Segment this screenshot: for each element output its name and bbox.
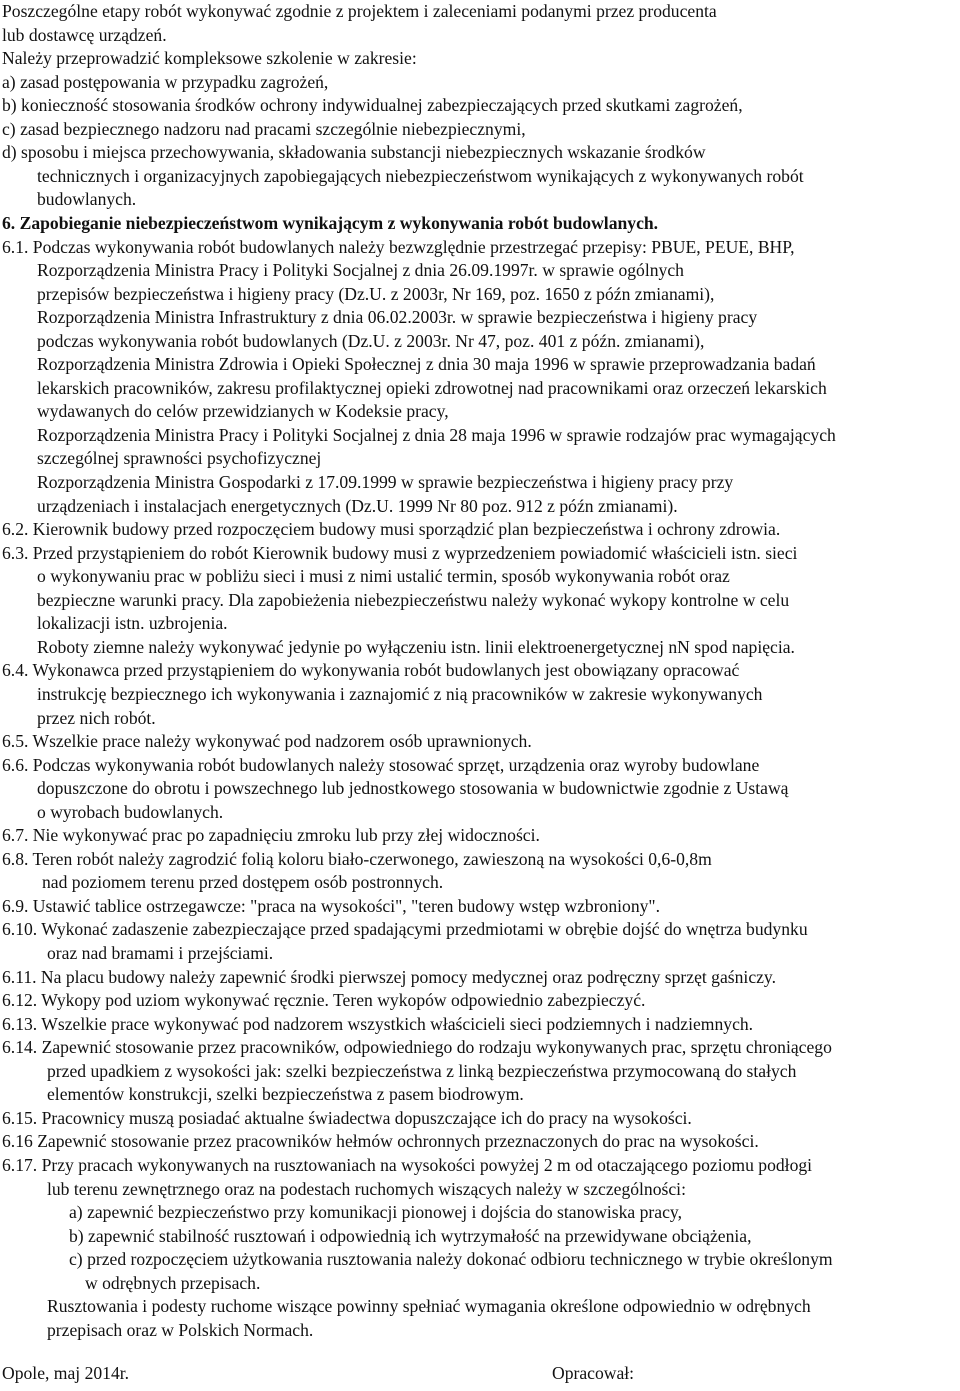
text-line: a) zapewnić bezpieczeństwo przy komunikacji pionowej i dojścia do stanowiska pracy,: [69, 1202, 682, 1223]
text-line: Należy przeprowadzić kompleksowe szkolenie w zakresie:: [2, 48, 417, 69]
text-line: 6.17. Przy pracach wykonywanych na rusztowaniach na wysokości powyżej 2 m od otaczającego poziomu podłogi: [2, 1154, 813, 1175]
text-line: nad poziomem terenu przed dostępem osób postronnych.: [42, 872, 444, 893]
text-line: przepisach oraz w Polskich Normach.: [47, 1319, 314, 1340]
text-line: podczas wykonywania robót budowlanych (Dz.U. z 2003r. Nr 47, poz. 401 z późn. zmianami),: [37, 330, 705, 351]
text-line: technicznych i organizacyjnych zapobiegających niebezpieczeństwom wynikających z wykonywanych robót: [37, 165, 804, 186]
text-line: lub terenu zewnętrznego oraz na podestach ruchomych wiszących należy w szczególności:: [47, 1178, 686, 1199]
text-line: Rozporządzenia Ministra Pracy i Polityki Socjalnej z dnia 28 maja 1996 w sprawie rodzajów prac wymagających: [37, 424, 836, 445]
text-line: Rozporządzenia Ministra Pracy i Polityki Socjalnej z dnia 26.09.1997r. w sprawie ogólnych: [37, 260, 684, 281]
text-line: lekarskich pracowników, zakresu profilaktycznej opieki zdrowotnej nad pracownikami oraz orzeczeń lekarskich: [37, 377, 827, 398]
text-line: lub dostawcę urządzeń.: [2, 24, 167, 45]
text-line: 6.4. Wykonawca przed przystąpieniem do wykonywania robót budowlanych jest obowiązany opracować: [2, 660, 740, 681]
text-line: lokalizacji istn. uzbrojenia.: [37, 613, 228, 634]
text-line: 6.7. Nie wykonywać prac po zapadnięciu zmroku lub przy złej widoczności.: [2, 825, 540, 846]
text-line: przed upadkiem z wysokości jak: szelki bezpieczeństwa z linką bezpieczeństwa przymocowaną do stałych: [47, 1060, 797, 1081]
text-line: wydawanych do celów przewidzianych w Kodeksie pracy,: [37, 401, 449, 422]
footer-place-date: Opole, maj 2014r.: [2, 1363, 130, 1383]
text-line: 6.16 Zapewnić stosowanie przez pracowników hełmów ochronnych przeznaczonych do prac na wysokości.: [2, 1131, 759, 1152]
text-line: budowlanych.: [37, 189, 137, 210]
text-line: a) zasad postępowania w przypadku zagrożeń,: [2, 71, 329, 92]
text-line: w odrębnych przepisach.: [85, 1272, 261, 1293]
text-line: 6.1. Podczas wykonywania robót budowlanych należy bezwzględnie przestrzegać przepisy: PBUE, PEUE, BHP,: [2, 236, 795, 257]
text-line: 6.9. Ustawić tablice ostrzegawcze: "praca na wysokości", "teren budowy wstęp wzbroniony".: [2, 895, 660, 916]
text-line: 6.11. Na placu budowy należy zapewnić środki pierwszej pomocy medycznej oraz podręczny sprzęt gaśniczy.: [2, 966, 776, 987]
text-line: 6.10. Wykonać zadaszenie zabezpieczające przed spadającymi przedmiotami w obrębie dojść do wnętrza budynku: [2, 919, 808, 940]
text-line: 6.15. Pracownicy muszą posiadać aktualne świadectwa dopuszczające ich do pracy na wysokości.: [2, 1107, 692, 1128]
text-line: Rozporządzenia Ministra Infrastruktury z dnia 06.02.2003r. w sprawie bezpieczeństwa i higieny pracy: [37, 307, 758, 328]
text-line: 6.5. Wszelkie prace należy wykonywać pod nadzorem osób uprawnionych.: [2, 731, 532, 752]
text-line: 6.12. Wykopy pod uziom wykonywać ręcznie. Teren wykopów odpowiednio zabezpieczyć.: [2, 990, 646, 1011]
text-line: 6.8. Teren robót należy zagrodzić folią koloru biało-czerwonego, zawieszoną na wysokości 0,6-0,8m: [2, 848, 712, 869]
text-line: b) zapewnić stabilność rusztowań i odpowiednią ich wytrzymałość na przewidywane obciążenia,: [69, 1225, 752, 1246]
text-line: o wykonywaniu prac w pobliżu sieci i musi z nimi ustalić termin, sposób wykonywania robót oraz: [37, 566, 730, 587]
text-line: przez nich robót.: [37, 707, 156, 728]
text-line: 6.6. Podczas wykonywania robót budowlanych należy stosować sprzęt, urządzenia oraz wyroby budowlane: [2, 754, 760, 775]
text-line: bezpieczne warunki pracy. Dla zapobieżenia niebezpieczeństwu należy wykonać wykopy kontrolne w celu: [37, 589, 790, 610]
text-line: Roboty ziemne należy wykonywać jedynie po wyłączeniu istn. linii elektroenergetycznej nN spod napięcia.: [37, 636, 795, 657]
text-line: 6. Zapobieganie niebezpieczeństwom wynikającym z wykonywania robót budowlanych.: [2, 212, 659, 233]
text-line: 6.3. Przed przystąpieniem do robót Kierownik budowy musi z wyprzedzeniem powiadomić właścicieli istn. sieci: [2, 542, 798, 563]
text-line: przepisów bezpieczeństwa i higieny pracy (Dz.U. z 2003r, Nr 169, poz. 1650 z późn zmianami),: [37, 283, 715, 304]
text-line: Poszczególne etapy robót wykonywać zgodnie z projektem i zaleceniami podanymi przez producenta: [2, 1, 717, 21]
text-line: Rozporządzenia Ministra Gospodarki z 17.09.1999 w sprawie bezpieczeństwa i higieny pracy przy: [37, 472, 734, 492]
text-line: 6.2. Kierownik budowy przed rozpoczęciem budowy musi sporządzić plan bezpieczeństwa i ochrony zdrowia.: [2, 519, 781, 540]
text-line: urządzeniach i instalacjach energetycznych (Dz.U. 1999 Nr 80 poz. 912 z późn zmianami).: [37, 495, 678, 516]
text-line: Rozporządzenia Ministra Zdrowia i Opieki Społecznej z dnia 30 maja 1996 w sprawie przeprowadzania badań: [37, 354, 816, 375]
text-line: instrukcję bezpiecznego ich wykonywania i zaznajomić z nią pracowników w zakresie wykonywanych: [37, 683, 763, 704]
text-line: elementów konstrukcji, szelki bezpieczeństwa z pasem biodrowym.: [47, 1084, 524, 1105]
text-line: szczególnej sprawności psychofizycznej: [37, 448, 322, 469]
text-line: c) przed rozpoczęciem użytkowania rusztowania należy dokonać odbioru technicznego w trybie określonym: [69, 1249, 833, 1270]
text-line: Rusztowania i podesty ruchome wiszące powinny spełniać wymagania określone odpowiednio w odrębnych: [47, 1296, 811, 1317]
text-line: c) zasad bezpiecznego nadzoru nad pracami szczególnie niebezpiecznymi,: [2, 118, 526, 139]
text-line: b) konieczność stosowania środków ochrony indywidualnej zabezpieczających przed skutkami zagrożeń,: [2, 95, 743, 116]
text-line: 6.14. Zapewnić stosowanie przez pracowników, odpowiedniego do rodzaju wykonywanych prac, sprzętu chroniącego: [2, 1037, 832, 1058]
text-line: d) sposobu i miejsca przechowywania, składowania substancji niebezpiecznych wskazanie środków: [2, 142, 706, 163]
text-line: dopuszczone do obrotu i powszechnego lub jednostkowego stosowania w budownictwie zgodnie z Ustawą: [37, 778, 789, 799]
text-line: o wyrobach budowlanych.: [37, 801, 224, 822]
text-line: 6.13. Wszelkie prace wykonywać pod nadzorem wszystkich właścicieli sieci podziemnych i nadziemnych.: [2, 1013, 754, 1034]
footer-prepared-by: Opracował:: [552, 1363, 635, 1383]
text-line: oraz nad bramami i przejściami.: [47, 943, 274, 963]
